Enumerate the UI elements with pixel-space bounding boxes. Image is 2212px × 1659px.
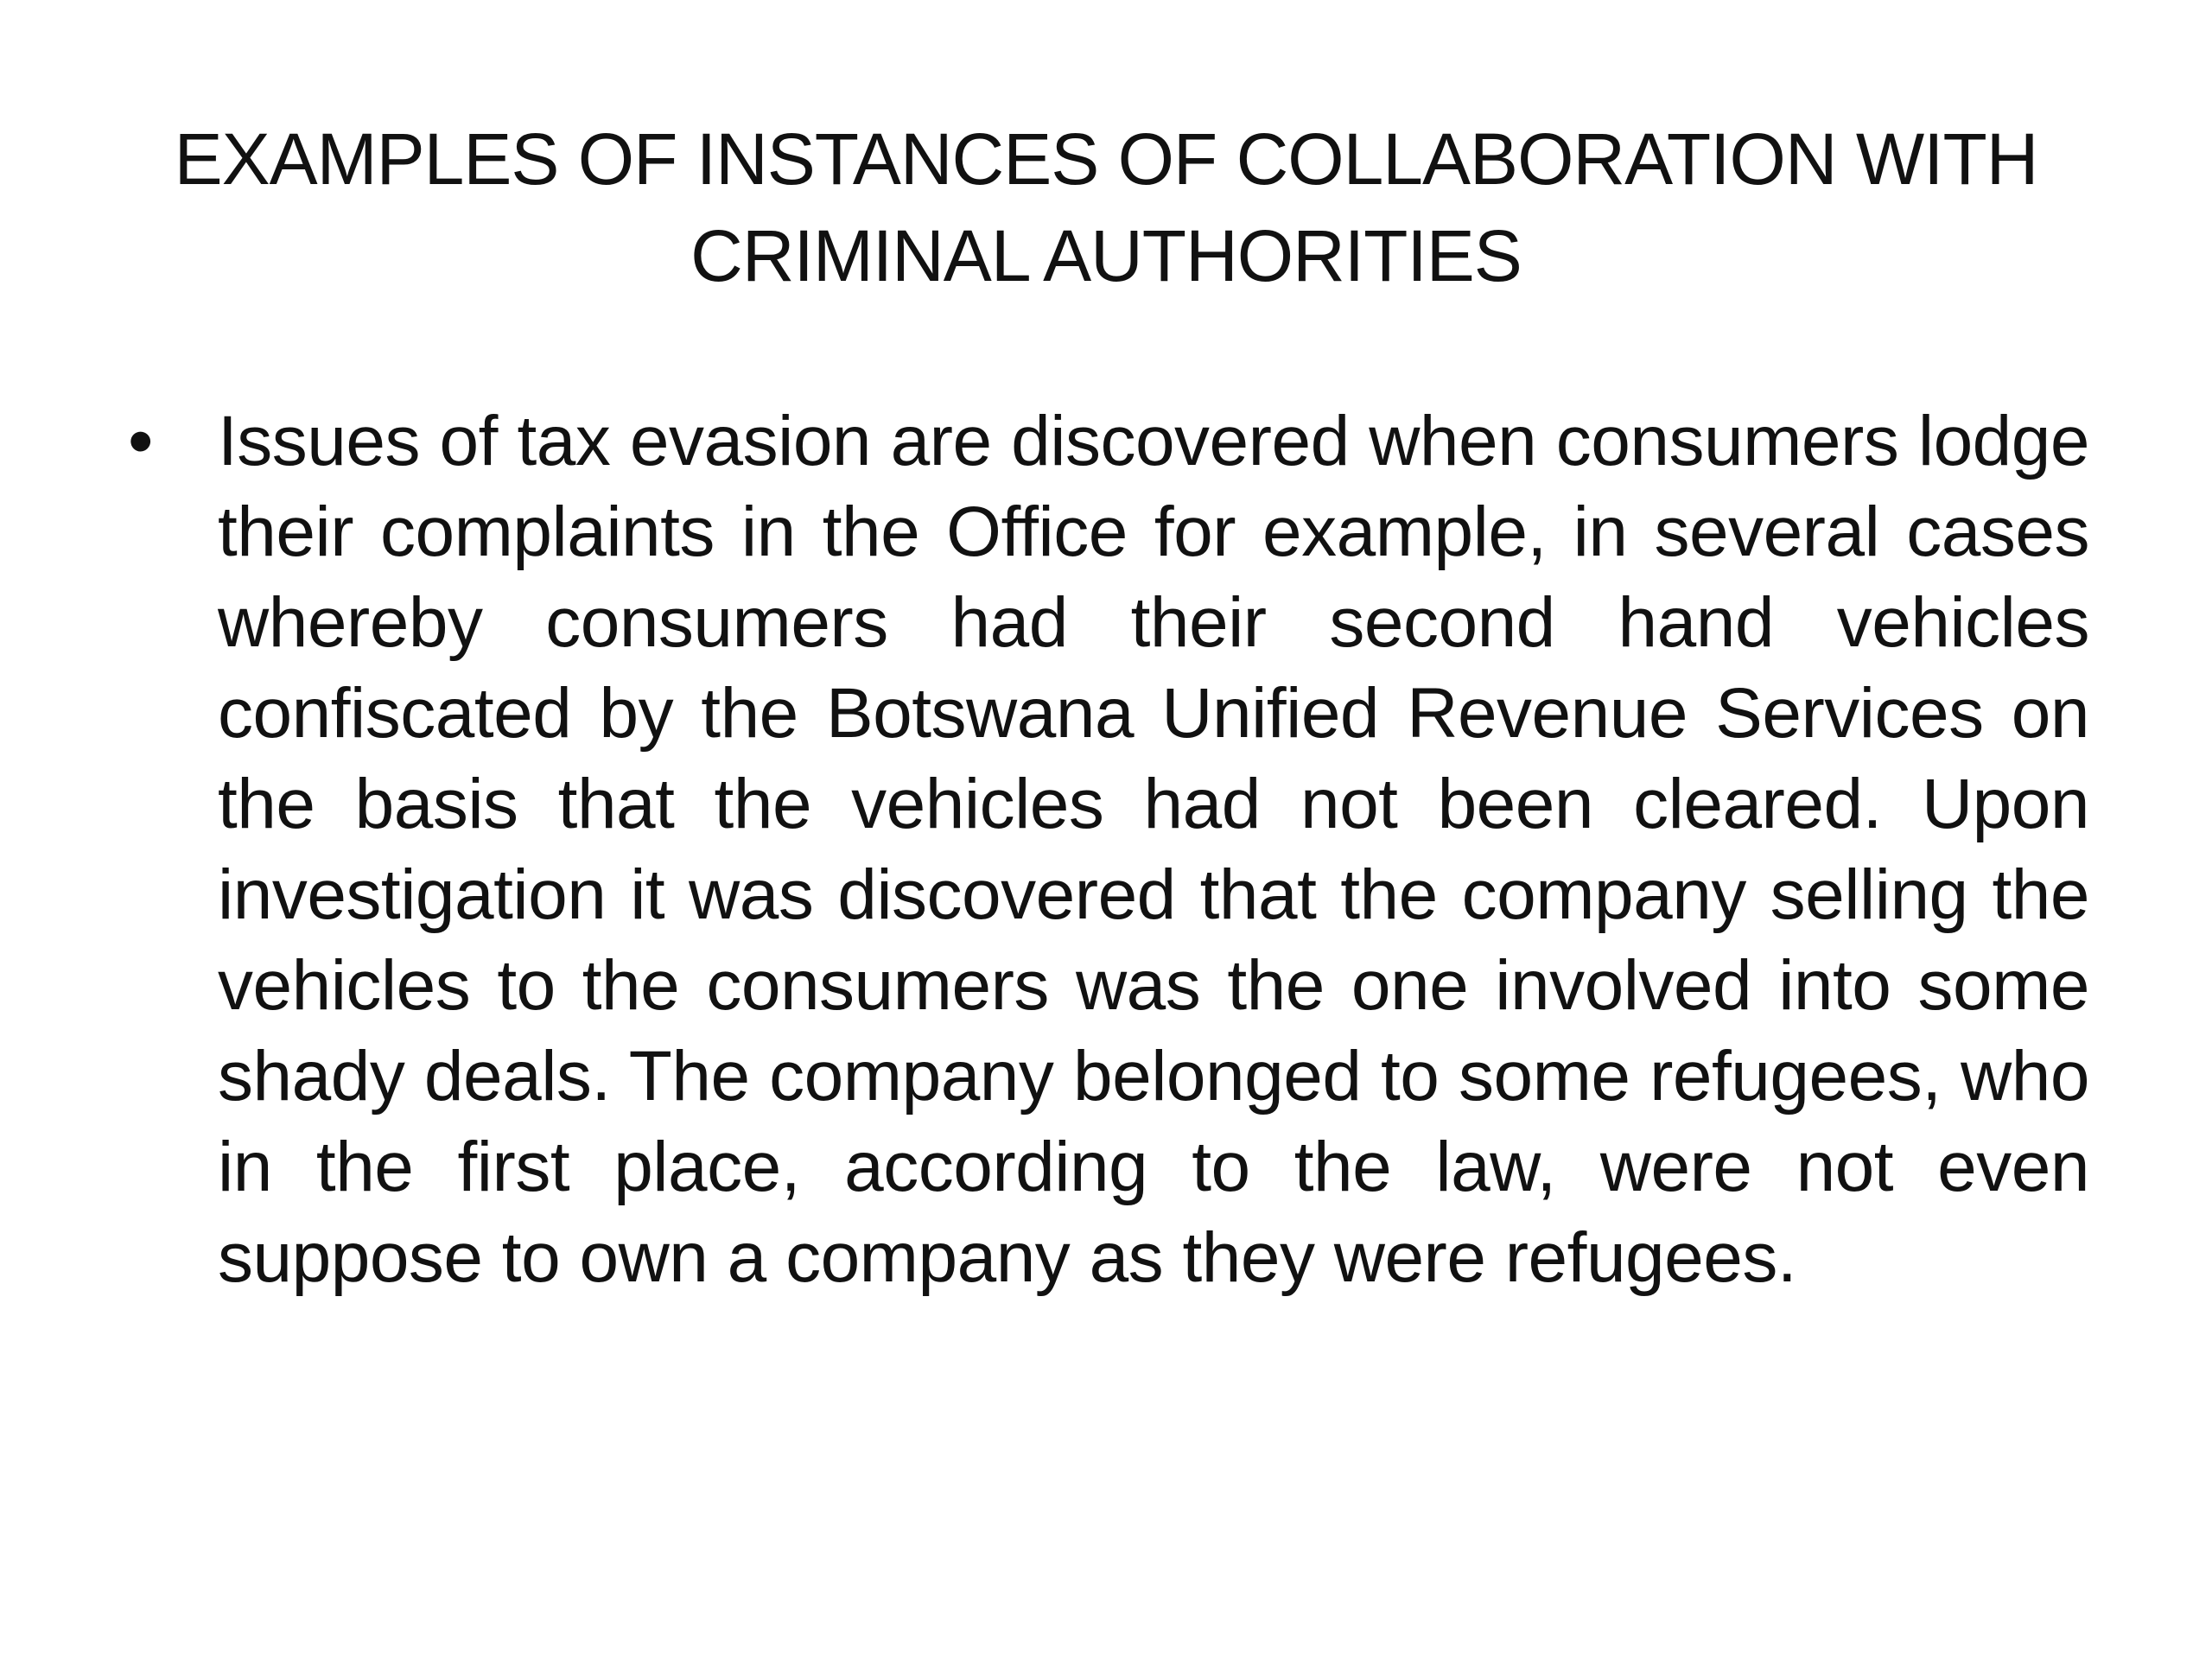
slide-title <box>173 111 2039 304</box>
slide-title-line-2: CRIMINAL AUTHORITIES <box>690 215 1522 296</box>
bullet-icon: • <box>128 400 154 481</box>
slide-title-line-1: EXAMPLES OF INSTANCES OF COLLABORATION WITH <box>174 118 2038 200</box>
bullet-paragraph: Issues of tax evasion are discovered when consumers lodge their complaints in the Office for example, in several cases whereby consumers had their second hand vehicles confiscated by the Botswana Unified Revenue Services on the basis that the vehicles had not been cleared. Upon investigation it was discovered that the company selling the vehicles to the consumers was the one involved into some shady deals. The company belonged to some refugees, who in the first place, according to the law, were not even suppose to own a company as they were refugees. <box>218 402 2089 1297</box>
bullet-list <box>128 396 2089 1433</box>
